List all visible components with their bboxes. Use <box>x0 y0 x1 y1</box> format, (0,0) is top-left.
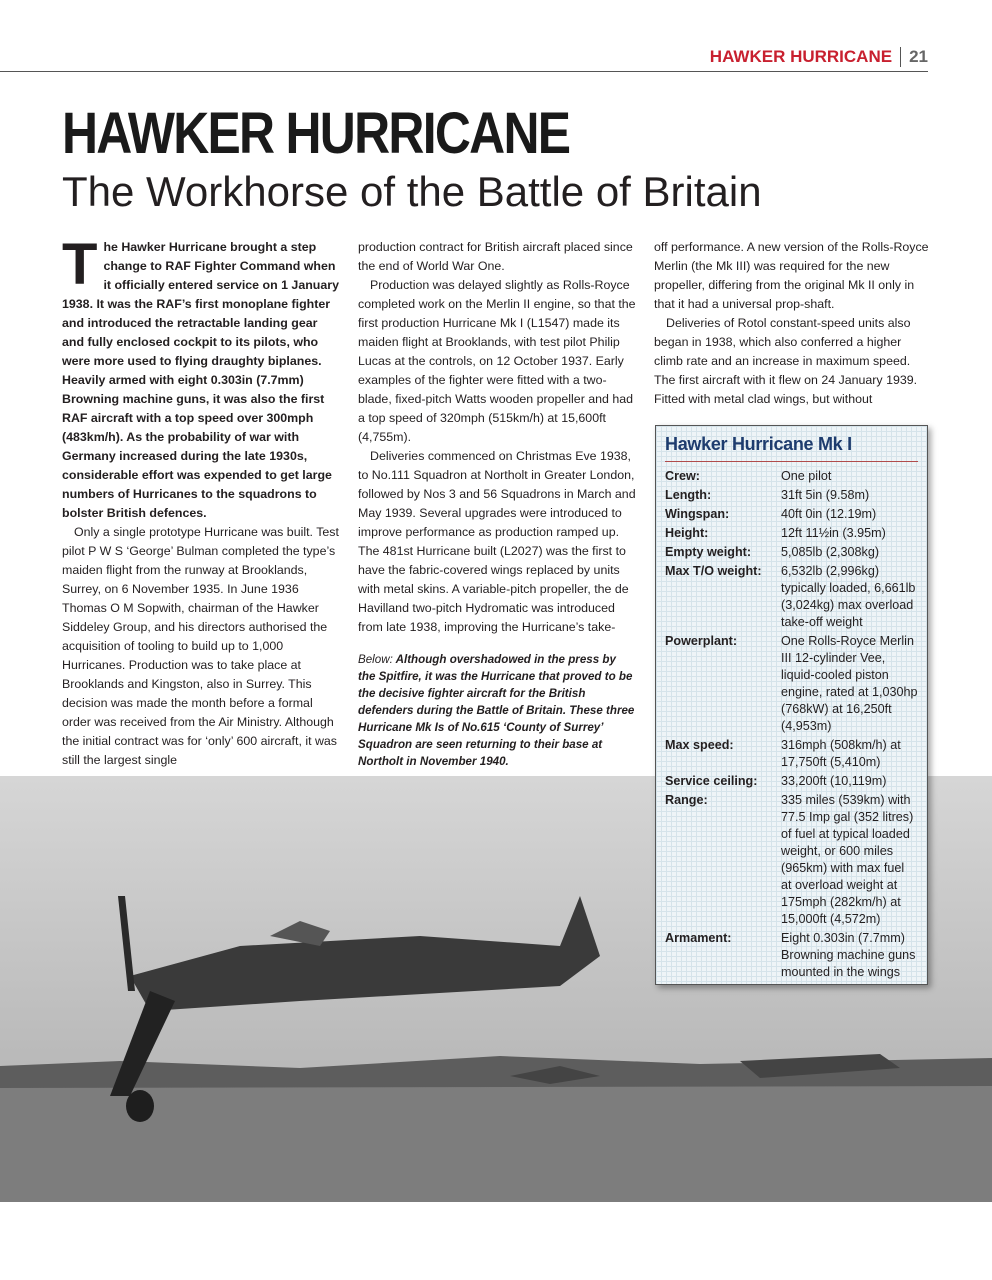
spec-value: 31ft 5in (9.58m) <box>781 488 870 502</box>
spec-list <box>665 468 918 981</box>
spec-value: Eight 0.303in (7.7mm) Browning machine guns mounted in the wings <box>781 931 916 979</box>
caption-label: Below: <box>358 653 393 666</box>
spec-value: 6,532lb (2,996kg) typically loaded, 6,661lb (3,024kg) max overload take-off weight <box>781 564 916 629</box>
paragraph: Only a single prototype Hurricane was built. Test pilot P W S ‘George’ Bulman completed the type’s maiden flight from the runway at Brooklands, Surrey, on 6 November 1935. In June 1936 Thomas O M Sopwith, chairman of the Hawker Siddeley Group, and his directors authorised the acquisition of tooling to build up to 1,000 Hurricanes. Production was to take place at Brooklands and Kingston, also in Surrey. This decision was made the month before a formal order was received from the Air Ministry. Although the initial contract was for ‘only’ 600 aircraft, it was still the largest single <box>62 525 339 767</box>
spec-label: Powerplant: <box>665 634 738 648</box>
spec-row <box>665 792 918 928</box>
spec-value: 33,200ft (10,119m) <box>781 774 887 788</box>
header-rule <box>0 71 928 72</box>
spec-value: 316mph (508km/h) at 17,750ft (5,410m) <box>781 738 901 769</box>
spec-row <box>665 773 918 790</box>
spec-row <box>665 506 918 523</box>
spec-label: Service ceiling: <box>665 774 758 788</box>
spec-box-title: Hawker Hurricane Mk I <box>665 434 918 462</box>
spec-row <box>665 544 918 561</box>
column-1 <box>62 232 340 770</box>
running-header <box>710 47 928 67</box>
paragraph: off performance. A new version of the Rolls-Royce Merlin (the Mk III) was required for the new propeller, differing from the original Mk II only in that it had a universal prop-shaft. <box>654 240 929 311</box>
spec-label: Armament: <box>665 931 732 945</box>
spec-label: Max speed: <box>665 738 734 752</box>
page-number: 21 <box>909 47 928 66</box>
photo-caption <box>358 651 636 770</box>
spec-row <box>665 487 918 504</box>
spec-label: Max T/O weight: <box>665 564 762 578</box>
spec-row <box>665 563 918 631</box>
spec-row <box>665 633 918 735</box>
paragraph: production contract for British aircraft placed since the end of World War One. <box>358 240 633 273</box>
spec-value: 12ft 11½in (3.95m) <box>781 526 886 540</box>
divider <box>900 47 901 67</box>
paragraph: Deliveries of Rotol constant-speed units also began in 1938, which also conferred a higher climb rate and an increase in maximum speed. The first aircraft with it flew on 24 January 1939. Fitted with metal clad wings, but without <box>654 316 918 406</box>
paragraph: Production was delayed slightly as Rolls-Royce completed work on the Merlin II engine, so that the first production Hurricane Mk I (L1547) made its maiden flight at Brooklands, with test pilot Philip Lucas at the controls, on 12 October 1937. Early examples of the fighter were fitted with a two-blade, fixed-pitch Watts wooden propeller and had a top speed of 320mph (515km/h) at 15,600ft (4,755m). <box>358 278 636 444</box>
article-subtitle: The Workhorse of the Battle of Britain <box>62 168 762 215</box>
caption-text: Although overshadowed in the press by the Spitfire, it was the Hurricane that proved to be the decisive fighter aircraft for the British defenders during the Battle of Britain. These three Hurricane Mk Is of No.615 ‘County of Surrey’ Squadron are seen returning to their base at Northolt in November 1940. <box>358 653 635 768</box>
spec-box <box>655 425 928 985</box>
spec-label: Length: <box>665 488 712 502</box>
spec-value: 40ft 0in (12.19m) <box>781 507 877 521</box>
spec-value: 335 miles (539km) with 77.5 Imp gal (352 litres) of fuel at typical loaded weight, or 600 miles (965km) with max fuel at overload weight at 175mph (282km/h) at 15,000ft (4,572m) <box>781 793 914 926</box>
spec-value: One pilot <box>781 469 832 483</box>
lead-text: he Hawker Hurricane brought a step change to RAF Fighter Command when it officially entered service on 1 January 1938. It was the RAF’s first monoplane fighter and introduced the retractable landing gear and fully enclosed cockpit to its pilots, who were more used to flying draughty biplanes. Heavily armed with eight 0.303in (7.7mm) Browning machine guns, it was also the first RAF aircraft with a top speed over 300mph (483km/h). As the probability of war with Germany increased during the late 1930s, considerable effort was expended to get large numbers of Hurricanes to the squadrons to bolster British defences. <box>62 240 339 520</box>
drop-cap: T <box>62 232 98 297</box>
spec-label: Range: <box>665 793 708 807</box>
spec-row <box>665 737 918 771</box>
spec-label: Empty weight: <box>665 545 752 559</box>
lead-paragraph <box>62 232 340 523</box>
spec-value: One Rolls-Royce Merlin III 12-cylinder Vee, liquid-cooled piston engine, rated at 1,030hp (768kW) at 16,250ft (4,953m) <box>781 634 918 733</box>
spec-label: Crew: <box>665 469 700 483</box>
spec-value: 5,085lb (2,308kg) <box>781 545 880 559</box>
section-title: HAWKER HURRICANE <box>709 47 893 66</box>
spec-label: Height: <box>665 526 709 540</box>
article-title: HAWKER HURRICANE <box>62 101 570 166</box>
spec-row <box>665 468 918 485</box>
spec-row <box>665 930 918 981</box>
spec-row <box>665 525 918 542</box>
paragraph: Deliveries commenced on Christmas Eve 1938, to No.111 Squadron at Northolt in Greater London, followed by Nos 3 and 56 Squadrons in March and May 1939. Several upgrades were introduced to improve performance as production ramped up. The 481st Hurricane built (L2027) was the first to have the fabric-covered wings replaced by units with metal skins. A variable-pitch propeller, the de Havilland two-pitch Hydromatic was introduced from late 1938, improving the Hurricane’s take- <box>358 449 636 634</box>
column-3 <box>654 238 930 409</box>
column-2 <box>358 238 636 770</box>
spec-label: Wingspan: <box>665 507 730 521</box>
